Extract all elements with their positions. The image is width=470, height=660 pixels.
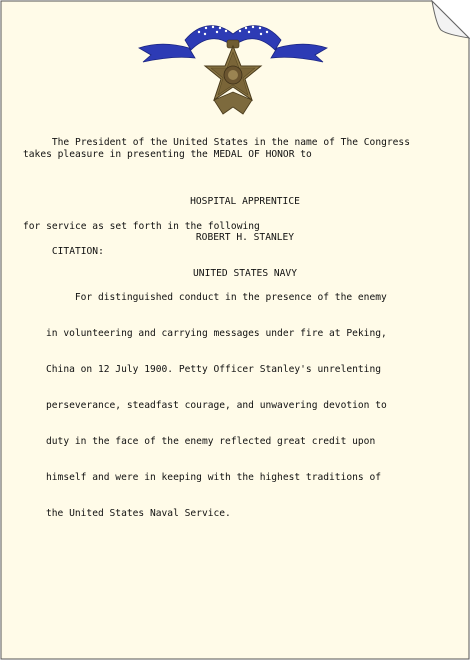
service-line: for service as set forth in the following	[23, 221, 260, 232]
citation-body	[46, 268, 417, 544]
citation-line: the United States Naval Service.	[46, 508, 231, 519]
intro-paragraph	[23, 137, 433, 161]
recipient-rank: HOSPITAL APPRENTICE	[190, 196, 300, 207]
intro-line-2: takes pleasure in presenting the MEDAL OF HONOR to	[23, 149, 312, 160]
citation-line: For distinguished conduct in the presence of the enemy	[46, 292, 387, 303]
citation-line: China on 12 July 1900. Petty Officer Stanley's unrelenting	[46, 364, 382, 375]
recipient-service: UNITED STATES NAVY	[193, 268, 297, 279]
medal-of-honor-icon	[135, 18, 331, 126]
intro-line-1: The President of the United States in the name of The Congress	[23, 137, 410, 148]
recipient-name: ROBERT H. STANLEY	[195, 232, 295, 243]
citation-line: duty in the face of the enemy reflected great credit upon	[46, 436, 376, 447]
citation-line: himself and were in keeping with the highest traditions of	[46, 472, 382, 483]
citation-line: in volunteering and carrying messages under fire at Peking,	[46, 328, 387, 339]
citation-heading: CITATION:	[23, 246, 104, 257]
citation-line: perseverance, steadfast courage, and unwavering devotion to	[46, 400, 387, 411]
